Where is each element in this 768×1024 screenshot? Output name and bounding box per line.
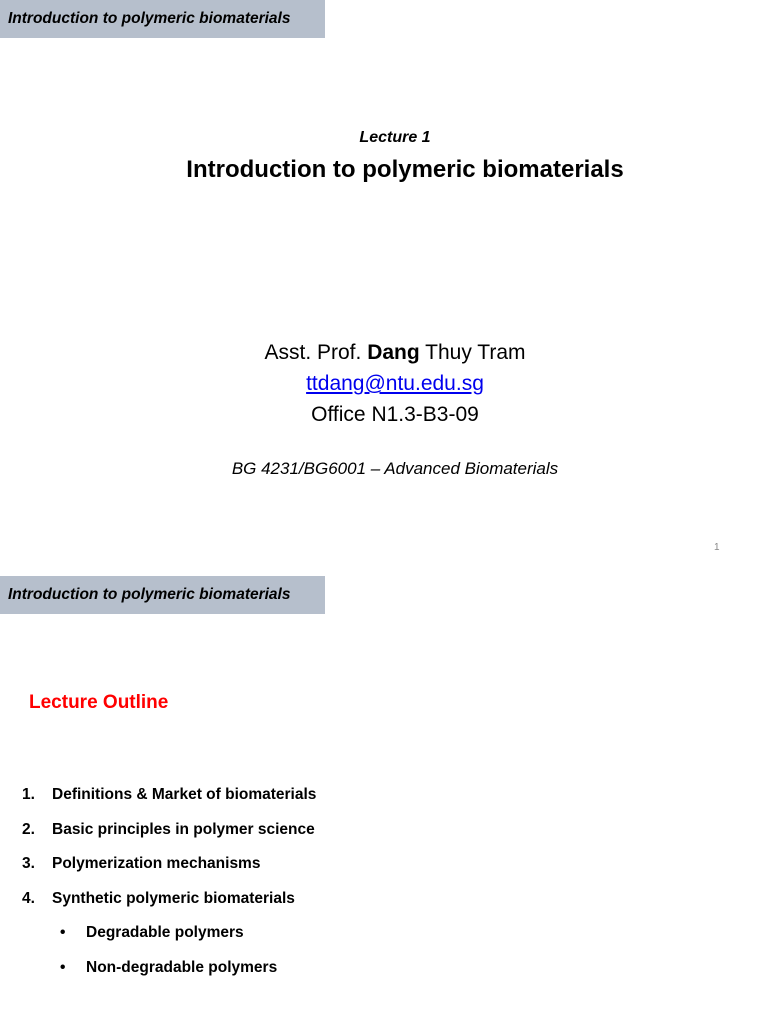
list-item bbox=[22, 821, 316, 856]
list-item-label: Polymerization mechanisms bbox=[52, 855, 261, 872]
list-item bbox=[22, 786, 316, 821]
author-line bbox=[0, 341, 768, 365]
author-given-name: Thuy Tram bbox=[419, 341, 526, 364]
author-surname: Dang bbox=[367, 341, 420, 364]
outline-title: Lecture Outline bbox=[29, 692, 169, 713]
slide-header-bar bbox=[0, 576, 325, 614]
page-number: 1 bbox=[714, 542, 720, 553]
course-code: BG 4231/BG6001 – Advanced Biomaterials bbox=[231, 459, 559, 478]
outline-slide bbox=[0, 576, 768, 1024]
list-item bbox=[22, 855, 316, 890]
email-link[interactable]: ttdang@ntu.edu.sg bbox=[306, 372, 484, 395]
sub-list-item-label: Non-degradable polymers bbox=[86, 958, 278, 976]
office-location: Office N1.3-B3-09 bbox=[311, 403, 479, 426]
slide-title: Introduction to polymeric biomaterials bbox=[186, 156, 624, 183]
list-item-number: 3. bbox=[22, 855, 35, 872]
sub-list-item bbox=[22, 924, 316, 959]
slide-header-bar bbox=[0, 0, 325, 38]
email-line bbox=[0, 372, 768, 396]
bullet-icon: • bbox=[60, 958, 66, 976]
list-item-label: Definitions & Market of biomaterials bbox=[52, 786, 317, 803]
bullet-icon: • bbox=[60, 924, 66, 941]
lecture-label: Lecture 1 bbox=[359, 129, 431, 146]
sub-list-item bbox=[22, 959, 316, 994]
list-item-number: 2. bbox=[22, 820, 35, 838]
list-item-label: Basic principles in polymer science bbox=[52, 820, 315, 838]
list-item-label: Synthetic polymeric biomaterials bbox=[52, 889, 295, 907]
list-item bbox=[22, 890, 316, 925]
author-prefix: Asst. Prof. bbox=[264, 341, 368, 364]
list-item-number: 4. bbox=[22, 889, 35, 907]
list-item-number: 1. bbox=[22, 786, 35, 803]
slide-header-text: Introduction to polymeric biomaterials bbox=[8, 10, 291, 27]
slide-header-text: Introduction to polymeric biomaterials bbox=[8, 586, 291, 603]
sub-list-item-label: Degradable polymers bbox=[86, 924, 244, 941]
outline-list bbox=[22, 786, 316, 993]
